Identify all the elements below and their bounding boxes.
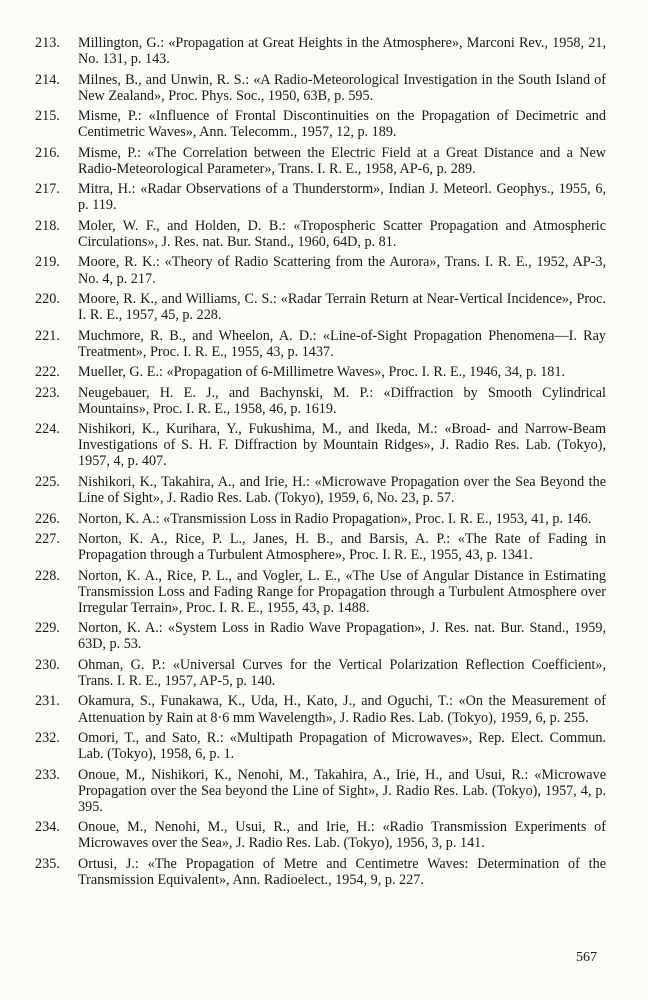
- reference-entry: [0, 474, 648, 506]
- reference-number: 225.: [35, 473, 60, 490]
- reference-entry: [0, 568, 648, 616]
- reference-number: 226.: [35, 510, 60, 527]
- reference-entry: [0, 254, 648, 286]
- reference-entry: [0, 730, 648, 762]
- reference-number: 214.: [35, 71, 60, 88]
- reference-text: Moler, W. F., and Holden, D. B.: «Tropospheric Scatter Propagation and Atmospheric Circulations», J. Res. nat. Bur. Stand., 1960, 64D, p. 81.: [78, 217, 606, 250]
- reference-text: Millington, G.: «Propagation at Great Heights in the Atmosphere», Marconi Rev., 1958, 21, No. 131, p. 143.: [78, 35, 606, 68]
- reference-number: 218.: [35, 217, 60, 234]
- reference-text: Norton, K. A., Rice, P. L., and Vogler, L. E., «The Use of Angular Distance in Estimating Transmission Loss and Fading Range for Propagation through a Turbulent Atmosphere over Irregular Terrain», Proc. I. R. E., 1955, 43, p. 1488.: [78, 567, 606, 616]
- reference-entry: [0, 291, 648, 323]
- reference-number: 235.: [35, 855, 60, 872]
- reference-entry: [0, 385, 648, 417]
- reference-number: 223.: [35, 384, 60, 401]
- reference-text: Neugebauer, H. E. J., and Bachynski, M. P.: «Diffraction by Smooth Cylindrical Mountains», Proc. I. R. E., 1958, 46, p. 1619.: [78, 384, 606, 417]
- reference-number: 232.: [35, 729, 60, 746]
- reference-text: Ortusi, J.: «The Propagation of Metre and Centimetre Waves: Determination of the Transmission Equivalent», Ann. Radioelect., 1954, 9, p. 227.: [78, 855, 606, 888]
- reference-text: Ohman, G. P.: «Universal Curves for the Vertical Polarization Reflection Coefficient», Trans. I. R. E., 1957, AP-5, p. 140.: [78, 656, 606, 689]
- reference-text: Moore, R. K.: «Theory of Radio Scattering from the Aurora», Trans. I. R. E., 1952, AP-3, No. 4, p. 217.: [78, 254, 606, 287]
- reference-entry: [0, 531, 648, 563]
- reference-number: 233.: [35, 766, 60, 783]
- reference-number: 217.: [35, 181, 60, 198]
- reference-text: Omori, T., and Sato, R.: «Multipath Propagation of Microwaves», Rep. Elect. Commun. Lab. (Tokyo), 1958, 6, p. 1.: [78, 729, 606, 763]
- reference-text: Moore, R. K., and Williams, C. S.: «Radar Terrain Return at Near-Vertical Incidence», Proc. I. R. E., 1957, 45, p. 228.: [78, 291, 606, 324]
- reference-list: [0, 35, 648, 892]
- reference-text: Nishikori, K., Kurihara, Y., Fukushima, M., and Ikeda, M.: «Broad- and Narrow-Beam Investigations of S. H. F. Diffraction by Mountain Ridges», J. Radio Res. Lab. (Tokyo), 1957, 4, p. 407.: [78, 421, 606, 470]
- reference-number: 215.: [35, 108, 60, 125]
- reference-text: Milnes, B., and Unwin, R. S.: «A Radio-Meteorological Investigation in the South Island of New Zealand», Proc. Phys. Soc., 1950, 63B, p. 595.: [78, 71, 606, 104]
- reference-entry: [0, 657, 648, 689]
- reference-text: Misme, P.: «Influence of Frontal Discontinuities on the Propagation of Decimetric and Centimetric Waves», Ann. Telecomm., 1957, 12, p. 189.: [78, 108, 606, 141]
- reference-entry: [0, 181, 648, 213]
- reference-text: Norton, K. A.: «System Loss in Radio Wave Propagation», J. Res. nat. Bur. Stand., 1959, 63D, p. 53.: [78, 620, 606, 653]
- reference-number: 230.: [35, 656, 60, 673]
- reference-entry: [0, 856, 648, 888]
- reference-text: Mitra, H.: «Radar Observations of a Thunderstorm», Indian J. Meteorl. Geophys., 1955, 6, p. 119.: [78, 181, 606, 214]
- reference-number: 222.: [35, 364, 60, 381]
- reference-number: 228.: [35, 567, 60, 584]
- reference-text: Nishikori, K., Takahira, A., and Irie, H.: «Microwave Propagation over the Sea Beyond the Line of Sight», J. Radio Res. Lab. (Tokyo), 1959, 6, No. 23, p. 57.: [78, 473, 606, 507]
- reference-text: Misme, P.: «The Correlation between the Electric Field at a Great Distance and a New Radio-Meteorological Parameter», Trans. I. R. E., 1958, AP-6, p. 289.: [78, 144, 606, 177]
- reference-entry: [0, 72, 648, 104]
- reference-number: 220.: [35, 291, 60, 308]
- reference-text: Norton, K. A.: «Transmission Loss in Radio Propagation», Proc. I. R. E., 1953, 41, p. 146.: [78, 510, 592, 527]
- reference-number: 213.: [35, 35, 60, 51]
- reference-entry: [0, 35, 648, 67]
- reference-text: Norton, K. A., Rice, P. L., Janes, H. B., and Barsis, A. P.: «The Rate of Fading in Propagation through a Turbulent Atmosphere», Proc. I. R. E., 1955, 43, p. 1341.: [78, 531, 606, 564]
- reference-entry: [0, 145, 648, 177]
- reference-number: 221.: [35, 327, 60, 344]
- reference-entry: [0, 819, 648, 851]
- reference-entry: [0, 108, 648, 140]
- reference-number: 227.: [35, 531, 60, 547]
- reference-entry: [0, 218, 648, 250]
- reference-entry: [0, 620, 648, 652]
- reference-entry: [0, 693, 648, 725]
- reference-entry: [0, 767, 648, 815]
- reference-number: 216.: [35, 144, 60, 161]
- reference-number: 231.: [35, 693, 60, 710]
- reference-text: Onoue, M., Nenohi, M., Usui, R., and Irie, H.: «Radio Transmission Experiments of Microwaves over the Sea», J. Radio Res. Lab. (Tokyo), 1956, 3, p. 141.: [78, 819, 606, 852]
- reference-text: Okamura, S., Funakawa, K., Uda, H., Kato, J., and Oguchi, T.: «On the Measurement of Attenuation by Rain at 8·6 mm Wavelength», J. Radio Res. Lab. (Tokyo), 1959, 6, p. 255.: [78, 693, 606, 726]
- reference-text: Mueller, G. E.: «Propagation of 6-Millimetre Waves», Proc. I. R. E., 1946, 34, p. 181.: [78, 364, 566, 381]
- reference-entry: [0, 511, 648, 527]
- page-number: 567: [576, 950, 597, 965]
- reference-entry: [0, 364, 648, 380]
- reference-number: 229.: [35, 620, 60, 637]
- reference-text: Muchmore, R. B., and Wheelon, A. D.: «Line-of-Sight Propagation Phenomena—I. Ray Treatment», Proc. I. R. E., 1955, 43, p. 1437.: [78, 327, 606, 360]
- reference-number: 224.: [35, 421, 60, 438]
- reference-number: 234.: [35, 819, 60, 836]
- reference-entry: [0, 328, 648, 360]
- reference-number: 219.: [35, 254, 60, 271]
- reference-entry: [0, 421, 648, 469]
- reference-text: Onoue, M., Nishikori, K., Nenohi, M., Takahira, A., Irie, H., and Usui, R.: «Microwave Propagation over the Sea beyond the Line of Sight», J. Radio Res. Lab. (Tokyo), 1957, 4, p. 395.: [78, 766, 606, 815]
